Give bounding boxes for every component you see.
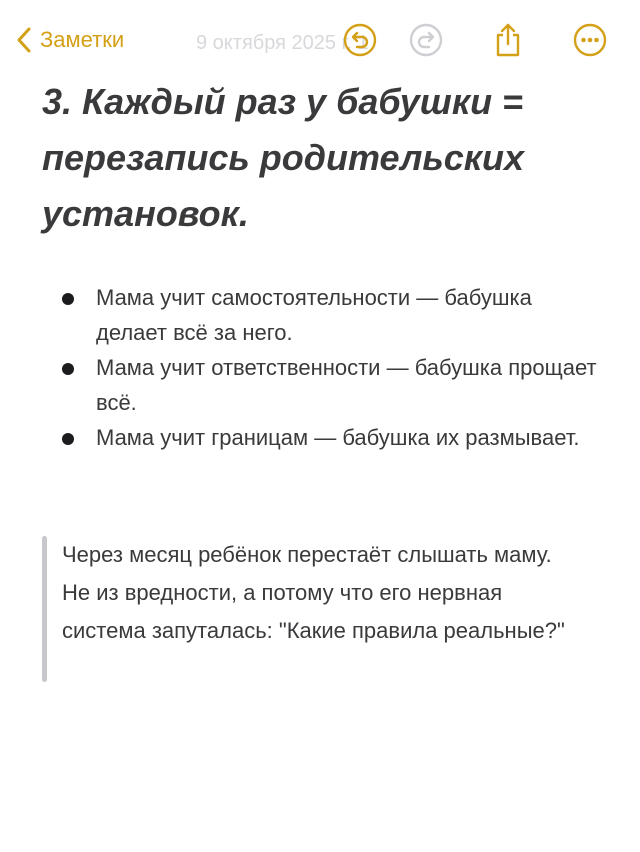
bullet-item[interactable] bbox=[58, 280, 598, 350]
undo-button[interactable] bbox=[340, 22, 380, 62]
block-quote[interactable] bbox=[42, 536, 582, 682]
undo-icon bbox=[343, 23, 377, 62]
more-icon bbox=[573, 23, 607, 62]
bullet-item[interactable] bbox=[58, 350, 598, 420]
note-heading[interactable]: 3. Каждый раз у бабушки = перезапись родительских установок. bbox=[42, 81, 525, 234]
navigation-bar bbox=[0, 0, 640, 76]
bullet-item-text: Мама учит ответственности — бабушка прощает всё. bbox=[96, 355, 597, 415]
redo-icon bbox=[409, 23, 443, 62]
share-icon bbox=[493, 22, 523, 63]
back-button[interactable] bbox=[16, 22, 124, 58]
bullet-item-text: Мама учит границам — бабушка их размывает. bbox=[96, 425, 580, 450]
bullet-list bbox=[58, 280, 598, 455]
quote-text: Через месяц ребёнок перестаёт слышать маму. Не из вредности, а потому что его нервная система запуталась: "Какие правила реальные?" bbox=[62, 542, 565, 643]
bullet-item[interactable] bbox=[58, 420, 598, 455]
quote-bar bbox=[42, 536, 47, 682]
note-date: 9 октября 2025 г. 1 bbox=[196, 32, 369, 54]
redo-button[interactable] bbox=[406, 22, 446, 62]
chevron-left-icon bbox=[16, 26, 32, 54]
back-button-label: Заметки bbox=[40, 27, 125, 52]
bullet-item-text: Мама учит самостоятельности — бабушка делает всё за него. bbox=[96, 285, 532, 345]
bullet-dot-icon bbox=[62, 293, 74, 305]
share-button[interactable] bbox=[488, 22, 528, 62]
bullet-dot-icon bbox=[62, 363, 74, 375]
bullet-dot-icon bbox=[62, 433, 74, 445]
more-button[interactable] bbox=[570, 22, 610, 62]
